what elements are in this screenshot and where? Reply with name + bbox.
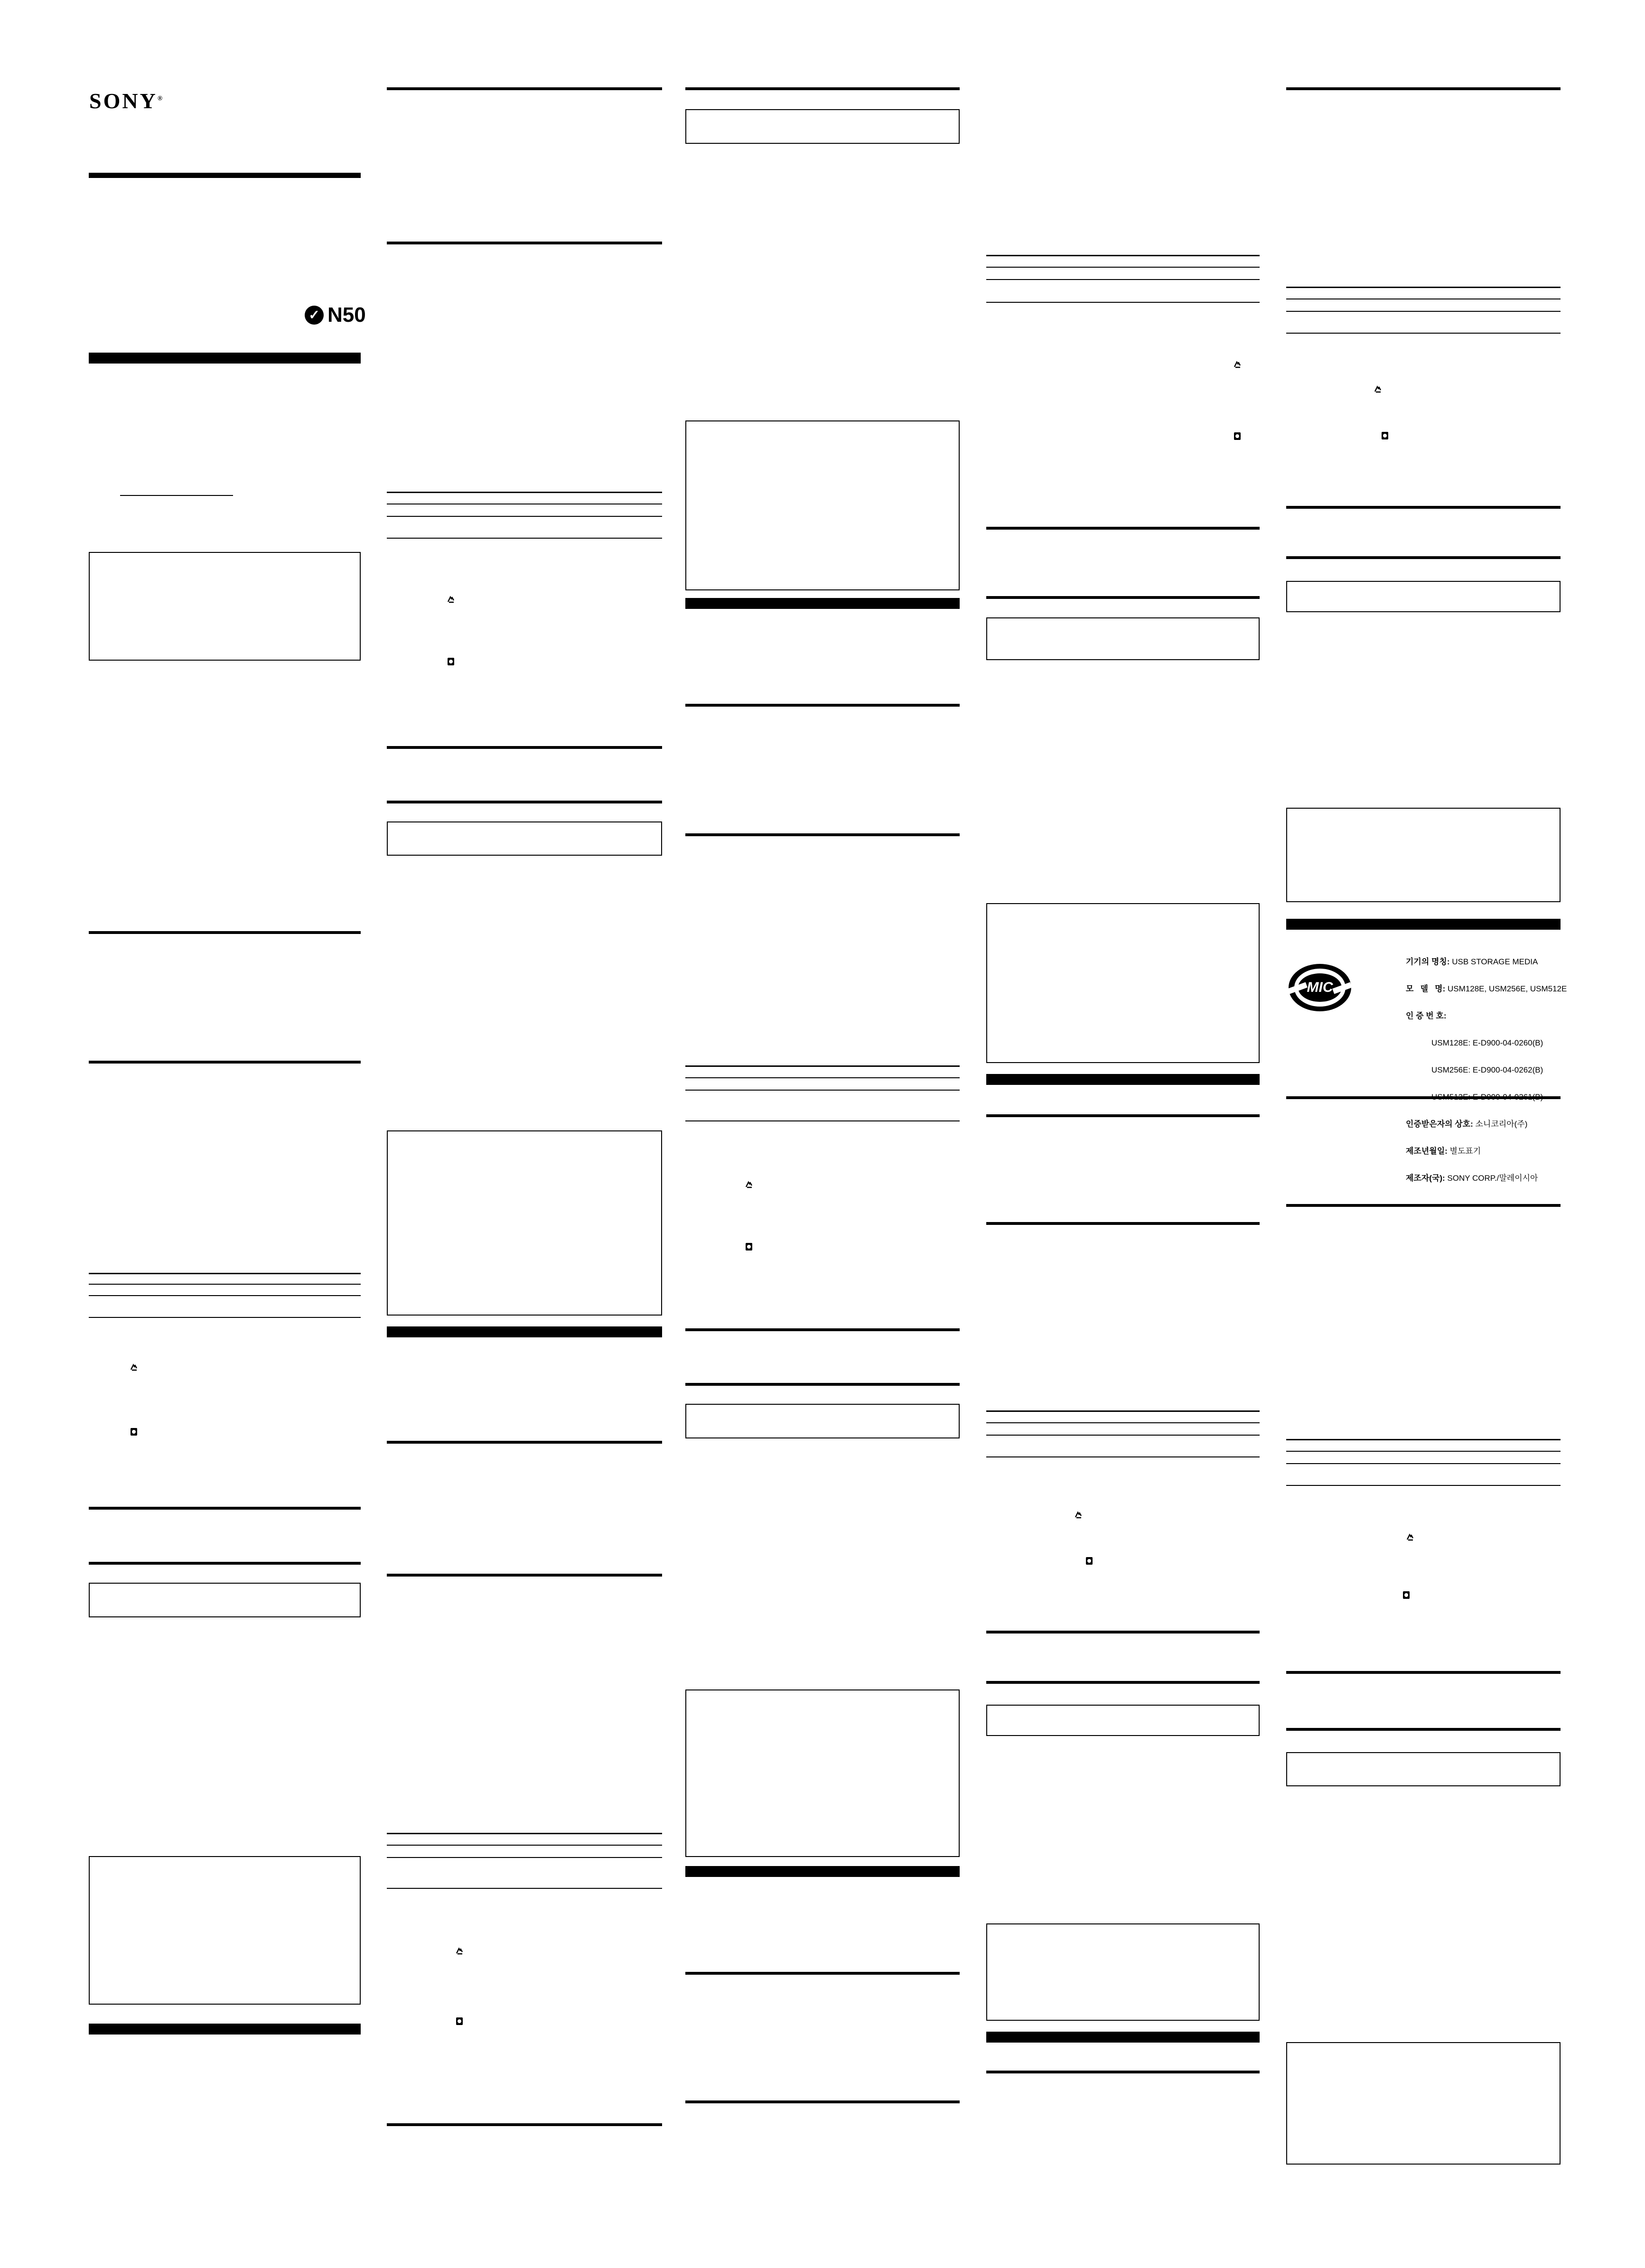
mic-row: 제조자(국): SONY CORP./말레이시아 — [1406, 1174, 1538, 1183]
table-rule — [89, 1273, 361, 1274]
table-rule — [1286, 1463, 1561, 1464]
table-rule — [685, 1120, 960, 1121]
section-bar — [1286, 919, 1561, 930]
recycle-symbol-icon — [744, 1180, 754, 1192]
table-rule — [1286, 287, 1561, 288]
section-rule — [986, 2071, 1260, 2073]
table-rule — [986, 279, 1260, 280]
recycle-can-icon — [129, 1427, 139, 1439]
section-rule — [685, 1383, 960, 1386]
table-rule — [986, 302, 1260, 303]
table-rule — [89, 1295, 361, 1296]
section-rule — [387, 1441, 662, 1444]
table-rule — [89, 1284, 361, 1285]
section-bar — [89, 353, 361, 364]
recycle-symbol-icon — [455, 1947, 464, 1959]
section-rule — [685, 2100, 960, 2103]
notice-box — [685, 420, 960, 590]
recycle-can-icon — [446, 657, 456, 669]
notice-box — [89, 1583, 361, 1617]
table-rule — [387, 1833, 662, 1834]
table-rule — [387, 516, 662, 517]
table-rule — [387, 1857, 662, 1858]
section-rule — [387, 242, 662, 244]
title-rule — [89, 173, 361, 178]
table-rule — [986, 267, 1260, 268]
registered-mark: ® — [157, 95, 163, 103]
recycle-symbol-icon — [129, 1363, 139, 1375]
mic-row: USM256E: E-D900-04-0262(B) — [1431, 1065, 1543, 1074]
section-rule — [986, 1631, 1260, 1633]
recycle-can-icon — [1402, 1590, 1411, 1602]
section-rule — [1286, 506, 1561, 509]
sony-logo — [89, 90, 162, 112]
recycle-symbol-icon — [1373, 385, 1383, 397]
section-rule — [685, 87, 960, 90]
table-rule — [986, 1422, 1260, 1423]
section-rule — [986, 1681, 1260, 1684]
section-bar — [387, 1326, 662, 1337]
section-bar — [89, 2024, 361, 2035]
section-rule — [685, 833, 960, 836]
mic-row: 기기의 명칭: USB STORAGE MEDIA — [1406, 957, 1538, 966]
table-rule — [1286, 311, 1561, 312]
table-rule — [685, 1065, 960, 1067]
recycle-can-icon — [744, 1242, 754, 1254]
notice-box — [685, 1404, 960, 1438]
mic-info — [1406, 939, 1567, 1192]
table-rule — [1286, 333, 1561, 334]
table-rule — [387, 1888, 662, 1889]
mic-logo — [1287, 961, 1353, 1014]
section-rule — [1286, 87, 1561, 90]
mic-row: 제조년월일: 별도표기 — [1406, 1147, 1481, 1156]
c-tick-icon: ✓ — [305, 306, 324, 325]
recycle-can-icon — [1084, 1556, 1094, 1568]
table-rule — [986, 1435, 1260, 1436]
table-rule — [1286, 1451, 1561, 1452]
section-rule — [387, 801, 662, 803]
table-rule — [986, 1410, 1260, 1412]
table-rule — [387, 492, 662, 493]
section-rule — [89, 931, 361, 934]
section-rule — [986, 527, 1260, 530]
notice-box — [387, 821, 662, 856]
mic-row: USM128E: E-D900-04-0260(B) — [1431, 1038, 1543, 1047]
notice-box — [685, 109, 960, 144]
section-bar — [685, 1866, 960, 1877]
table-rule — [1286, 1439, 1561, 1440]
brand-name: SONY — [89, 89, 158, 113]
section-rule — [1286, 1671, 1561, 1674]
recycle-can-icon — [1233, 431, 1242, 443]
notice-box — [1286, 2042, 1561, 2165]
table-rule — [89, 1317, 361, 1318]
mic-row: 인증받은자의 상호: 소니코리아(주) — [1406, 1120, 1528, 1129]
mic-row: 인 증 번 호: — [1406, 1011, 1447, 1020]
recycle-can-icon — [1380, 431, 1390, 443]
notice-box — [986, 903, 1260, 1063]
section-rule — [1286, 556, 1561, 559]
recycle-can-icon — [455, 2016, 464, 2028]
certification-mark — [305, 305, 366, 326]
section-bar — [986, 2032, 1260, 2043]
mic-row: 모 델 명: USM128E, USM256E, USM512E — [1406, 984, 1567, 993]
mic-logo-text: MIC — [1307, 980, 1333, 995]
notice-box — [685, 1689, 960, 1857]
table-rule — [986, 255, 1260, 256]
section-rule — [89, 1507, 361, 1510]
recycle-symbol-icon — [1074, 1511, 1083, 1522]
notice-box — [986, 617, 1260, 660]
section-rule — [986, 596, 1260, 599]
notice-box — [1286, 581, 1561, 612]
notice-box — [1286, 1752, 1561, 1786]
section-bar — [685, 598, 960, 609]
section-rule — [1286, 1096, 1561, 1099]
table-rule — [1286, 1485, 1561, 1486]
section-rule — [1286, 1728, 1561, 1731]
section-rule — [89, 1061, 361, 1064]
section-rule — [685, 704, 960, 707]
section-rule — [685, 1972, 960, 1975]
section-rule — [387, 2123, 662, 2126]
section-rule — [685, 1328, 960, 1331]
section-rule — [986, 1222, 1260, 1225]
cert-mark-label: N50 — [327, 303, 366, 327]
notice-box — [986, 1705, 1260, 1736]
section-rule — [1286, 1204, 1561, 1207]
notice-box — [89, 552, 361, 661]
recycle-symbol-icon — [1233, 360, 1242, 372]
section-rule — [986, 1114, 1260, 1117]
notice-box — [387, 1130, 662, 1316]
table-rule — [387, 1845, 662, 1846]
recycle-symbol-icon — [1405, 1533, 1415, 1545]
table-rule — [685, 1077, 960, 1078]
section-rule — [387, 746, 662, 749]
section-rule — [387, 1574, 662, 1577]
table-rule — [685, 1090, 960, 1091]
section-rule — [387, 87, 662, 90]
section-bar — [986, 1074, 1260, 1085]
recycle-symbol-icon — [446, 595, 456, 607]
underline-field — [120, 495, 233, 496]
table-rule — [387, 538, 662, 539]
notice-box — [89, 1856, 361, 2005]
table-rule — [986, 1456, 1260, 1457]
notice-box — [986, 1923, 1260, 2021]
section-rule — [89, 1562, 361, 1565]
notice-box — [1286, 808, 1561, 902]
